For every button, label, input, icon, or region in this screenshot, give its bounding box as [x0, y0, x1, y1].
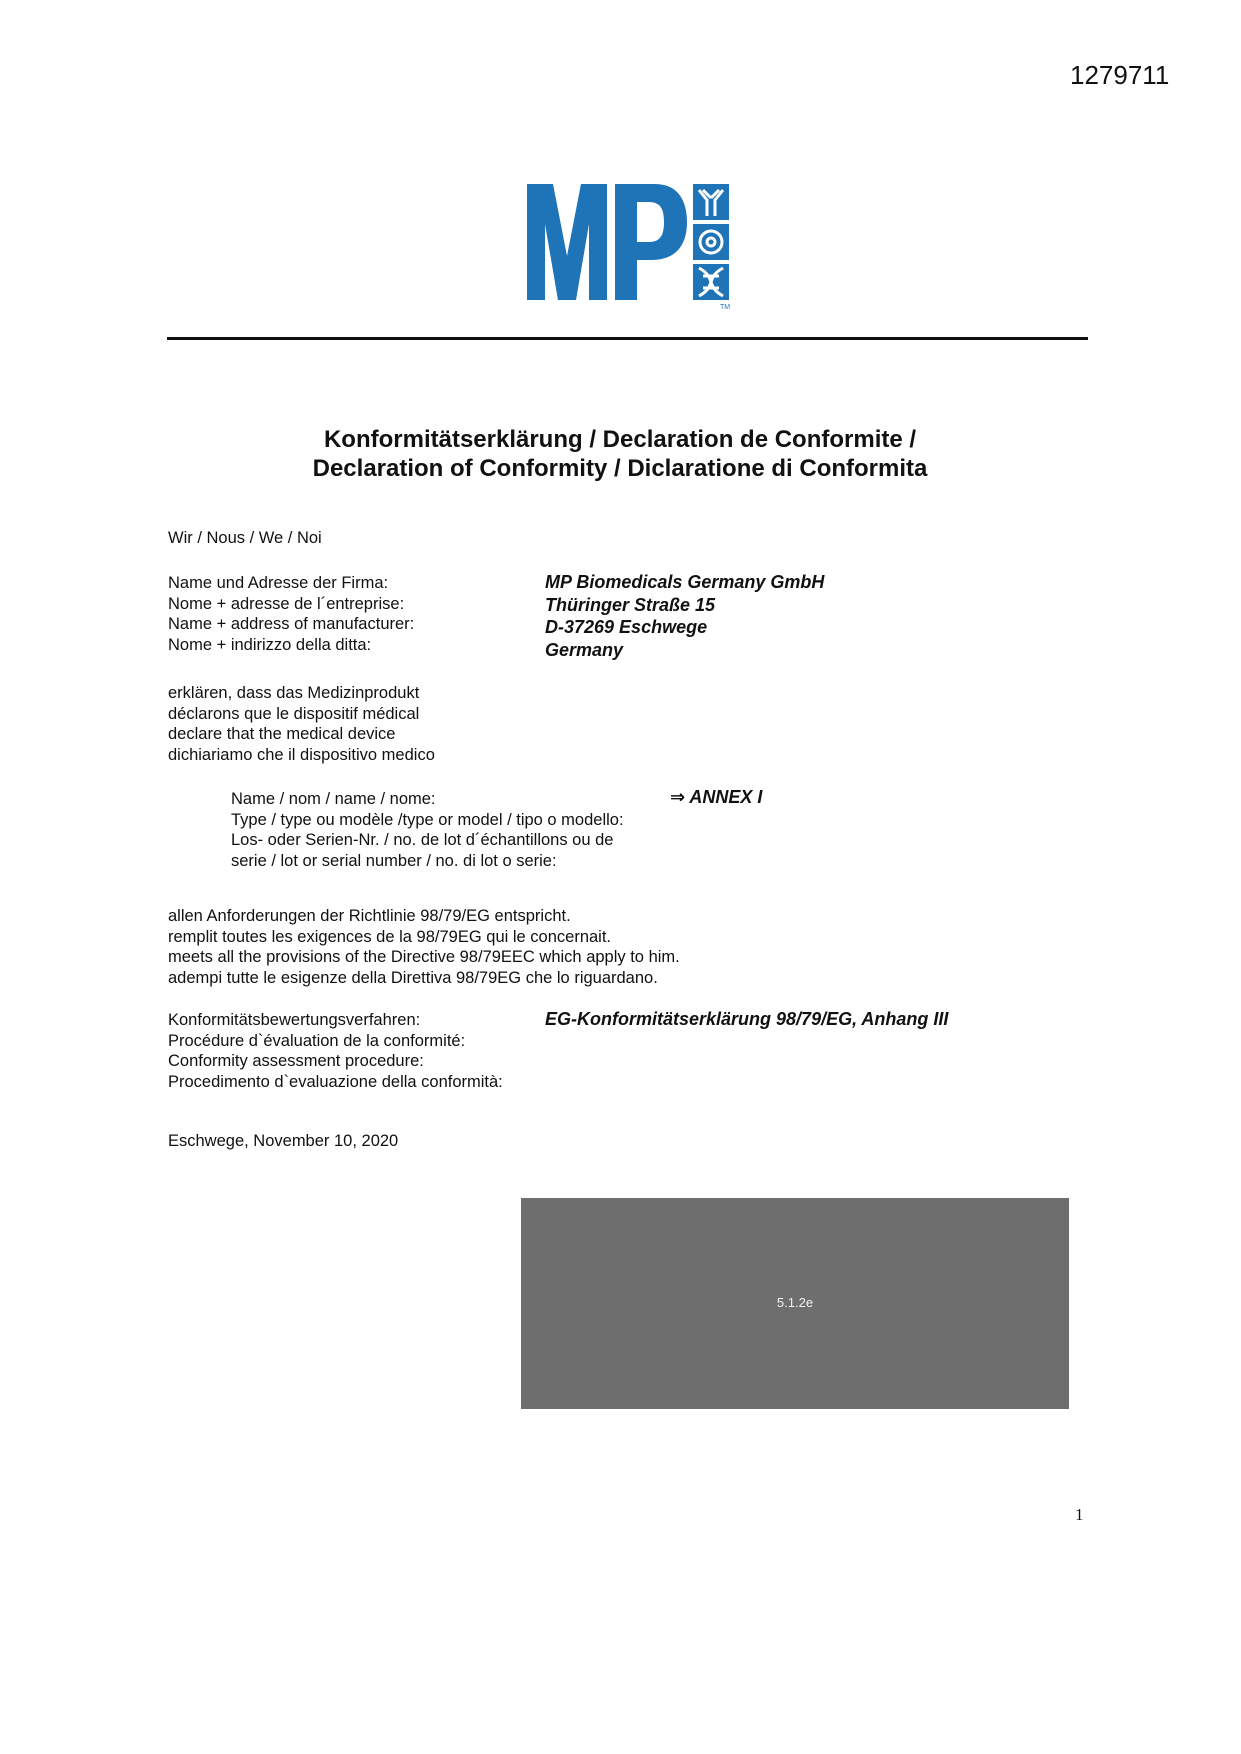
assessment-label: Procédure d`évaluation de la conformité:: [168, 1031, 466, 1050]
manufacturer-labels: [168, 573, 414, 655]
assessment-labels: [168, 1010, 503, 1092]
redacted-signature-block: [521, 1198, 1069, 1409]
requirements-line: allen Anforderungen der Richtlinie 98/79/EG entspricht.: [168, 907, 571, 925]
declare-line: déclarons que le dispositif médical: [168, 704, 420, 723]
page-number: 1: [1075, 1505, 1084, 1524]
device-field: Name / nom / name / nome:: [231, 790, 436, 808]
requirements-line: remplit toutes les exigences de la 98/79EG qui le concernait.: [168, 927, 612, 946]
manufacturer-street: Thüringer Straße 15: [545, 594, 716, 615]
device-field: Type / type ou modèle /type or model / tipo o modello:: [231, 810, 624, 829]
mp-logo: [527, 184, 732, 310]
declare-block: [168, 683, 435, 765]
assessment-label: Procedimento d`evaluazione della conformità:: [168, 1072, 503, 1091]
manufacturer-values: [545, 571, 824, 661]
svg-text:TM: TM: [720, 304, 731, 310]
assessment-procedure: EG-Konformitätserklärung 98/79/EG, Anhang III: [545, 1009, 949, 1029]
title-line-2: Declaration of Conformity / Diclaratione di Conformita: [312, 455, 928, 482]
declare-line: erklären, dass das Medizinprodukt: [168, 684, 420, 702]
assessment-label: Konformitätsbewertungsverfahren:: [168, 1011, 421, 1029]
requirements-line: adempi tutte le esigenze della Direttiva 98/79EG che lo riguardano.: [168, 968, 658, 987]
assessment-label: Conformity assessment procedure:: [168, 1052, 424, 1070]
annex-reference: ⇒ ANNEX I: [670, 787, 763, 807]
manufacturer-label: Name + address of manufacturer:: [168, 615, 415, 633]
document-number: 1279711: [1070, 60, 1170, 90]
declare-line: dichiariamo che il dispositivo medico: [168, 745, 435, 764]
requirements-line: meets all the provisions of the Directive 98/79EEC which apply to him.: [168, 948, 680, 966]
redaction-label: 5.1.2e: [776, 1295, 814, 1310]
declare-line: declare that the medical device: [168, 725, 396, 743]
manufacturer-label: Name und Adresse der Firma:: [168, 574, 389, 592]
manufacturer-name: MP Biomedicals Germany GmbH: [545, 572, 825, 592]
device-field: serie / lot or serial number / no. di lot o serie:: [231, 851, 557, 870]
manufacturer-city: D-37269 Eschwege: [545, 617, 708, 637]
we-line: Wir / Nous / We / Noi: [168, 529, 322, 547]
header-rule: [167, 337, 1088, 340]
place-date: Eschwege, November 10, 2020: [168, 1132, 399, 1150]
device-field: Los- oder Serien-Nr. / no. de lot d´échantillons ou de: [231, 831, 614, 849]
device-fields: [231, 789, 624, 871]
requirements-block: [168, 906, 680, 988]
manufacturer-label: Nome + indirizzo della ditta:: [168, 635, 372, 654]
title-line-1: Konformitätserklärung / Declaration de Conformite /: [323, 426, 917, 453]
manufacturer-label: Nome + adresse de l´entreprise:: [168, 594, 405, 613]
manufacturer-country: Germany: [545, 639, 624, 660]
